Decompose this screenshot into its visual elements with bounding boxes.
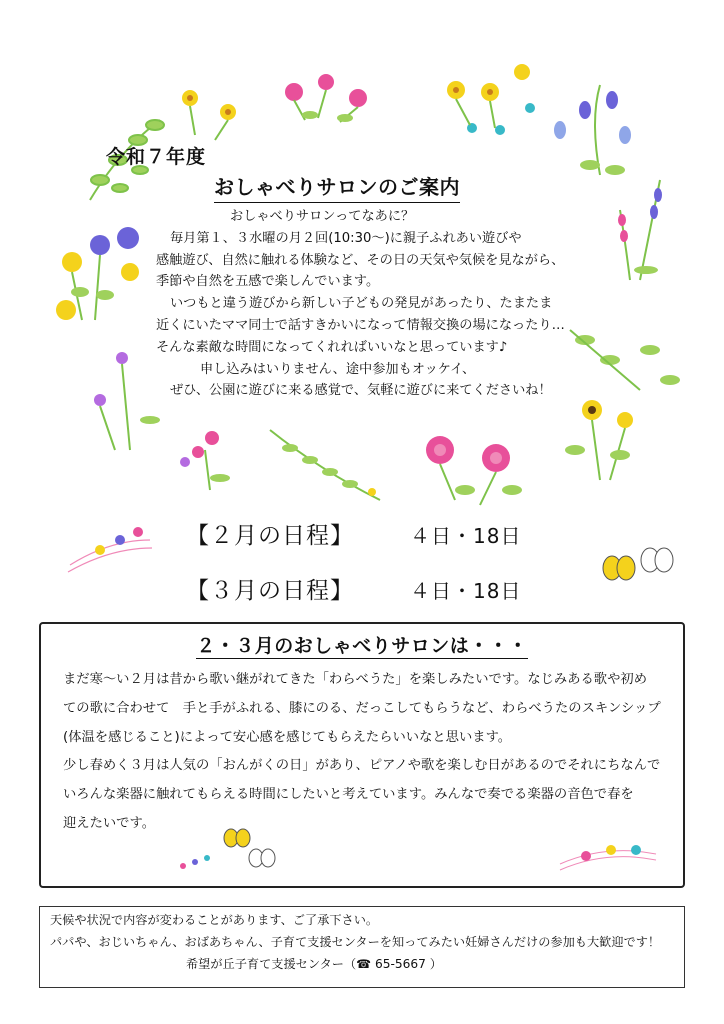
march-schedule-dates: ４日・18日 [410, 579, 522, 603]
yellow-flower-icon [182, 90, 236, 140]
intro-line: そんな素敵な時間になってくれればいいなと思っています♪ [156, 339, 508, 355]
phone-icon: ☎ [356, 957, 372, 971]
purple-yellow-flower-icon [56, 227, 139, 320]
feature-line: ての歌に合わせて 手と手がふれる、膝にのる、だっこしてもらうなど、わらべうたのスキンシップ [63, 700, 661, 716]
intro-line: 毎月第１、３水曜の月２回(10:30～)に親子ふれあい遊びや [170, 230, 522, 246]
sunflower-icon [565, 400, 633, 480]
contact-close: ） [429, 957, 442, 971]
yellow-flower-cluster-icon [447, 64, 535, 135]
february-schedule-label: 【２月の日程】 [186, 523, 354, 549]
intro-line: いつもと違う遊びから新しい子どもの発見があったり、たまたま [170, 296, 553, 312]
intro-line: ぜひ、公園に遊びに来る感覚で、気軽に遊びに来てくださいね！ [170, 383, 552, 399]
butterfly-icon [603, 548, 673, 580]
feature-line: 少し春めく３月は人気の「おんがくの日」があり、ピアノや歌を楽しむ日があるのでそれにちなんで [63, 758, 661, 774]
feature-line: まだ寒～い２月は昔から歌い継がれてきた「わらべうた」を楽しみたいです。なじみある歌や初め [63, 672, 647, 687]
intro-text [130, 206, 610, 402]
feature-title-text: ２・３月のおしゃべりサロンは・・・ [196, 635, 528, 657]
feature-body [63, 666, 673, 839]
intro-line: 近くにいたママ同士で話すきかいになって情報交換の場になったり… [156, 317, 565, 333]
intro-line: おしゃべりサロンってなあに？ [230, 209, 415, 224]
notice-box [39, 906, 685, 988]
march-schedule-label: 【３月の日程】 [186, 578, 354, 604]
feature-line: いろんな楽器に触れてもらえる時間にしたいと考えています。みんなで奏でる楽器の音色で春を [63, 787, 634, 803]
pink-flower-icon [285, 74, 367, 122]
intro-line: 感触遊び、自然に触れる体験など、その日の天気や気候を見ながら、 [156, 252, 565, 268]
phone-number[interactable]: 65-5667 [374, 957, 426, 971]
red-berry-flower-icon [180, 431, 230, 490]
music-notes-box-icon [556, 834, 666, 888]
era-label: 令和７年度 [106, 146, 207, 168]
contact-line [50, 953, 674, 975]
intro-line: 申し込みはいりません、途中参加もオッケイ、 [200, 361, 476, 377]
pink-rose-icon [426, 436, 522, 505]
notice-line: 天候や状況で内容が変わることがあります、ご了承下さい。 [50, 913, 379, 927]
butterflies-music-icon [171, 824, 291, 884]
intro-line: 季節や自然を五感で楽しんでいます。 [156, 274, 380, 290]
notice-line: パパや、おじいちゃん、おばあちゃん、子育て支援センターを知ってみたい妊婦さんだけの参加も大歓迎です！ [50, 935, 661, 949]
center-name: 希望が丘子育て支援センター（ [186, 957, 357, 971]
feature-line: 迎えたいです。 [63, 815, 156, 831]
fern-leaf-icon [270, 430, 380, 500]
bluebell-flower-icon [554, 85, 631, 175]
feature-line: (体温を感じること)によって安心感を感じてもらえたらいいなと思います。 [63, 729, 512, 745]
music-notes-icon [68, 527, 152, 572]
lavender-flower-icon [618, 180, 662, 280]
page-title: おしゃべりサロンのご案内 [214, 171, 460, 203]
february-schedule-dates: ４日・18日 [410, 524, 522, 548]
feature-title [41, 631, 683, 658]
feature-box [39, 622, 685, 888]
